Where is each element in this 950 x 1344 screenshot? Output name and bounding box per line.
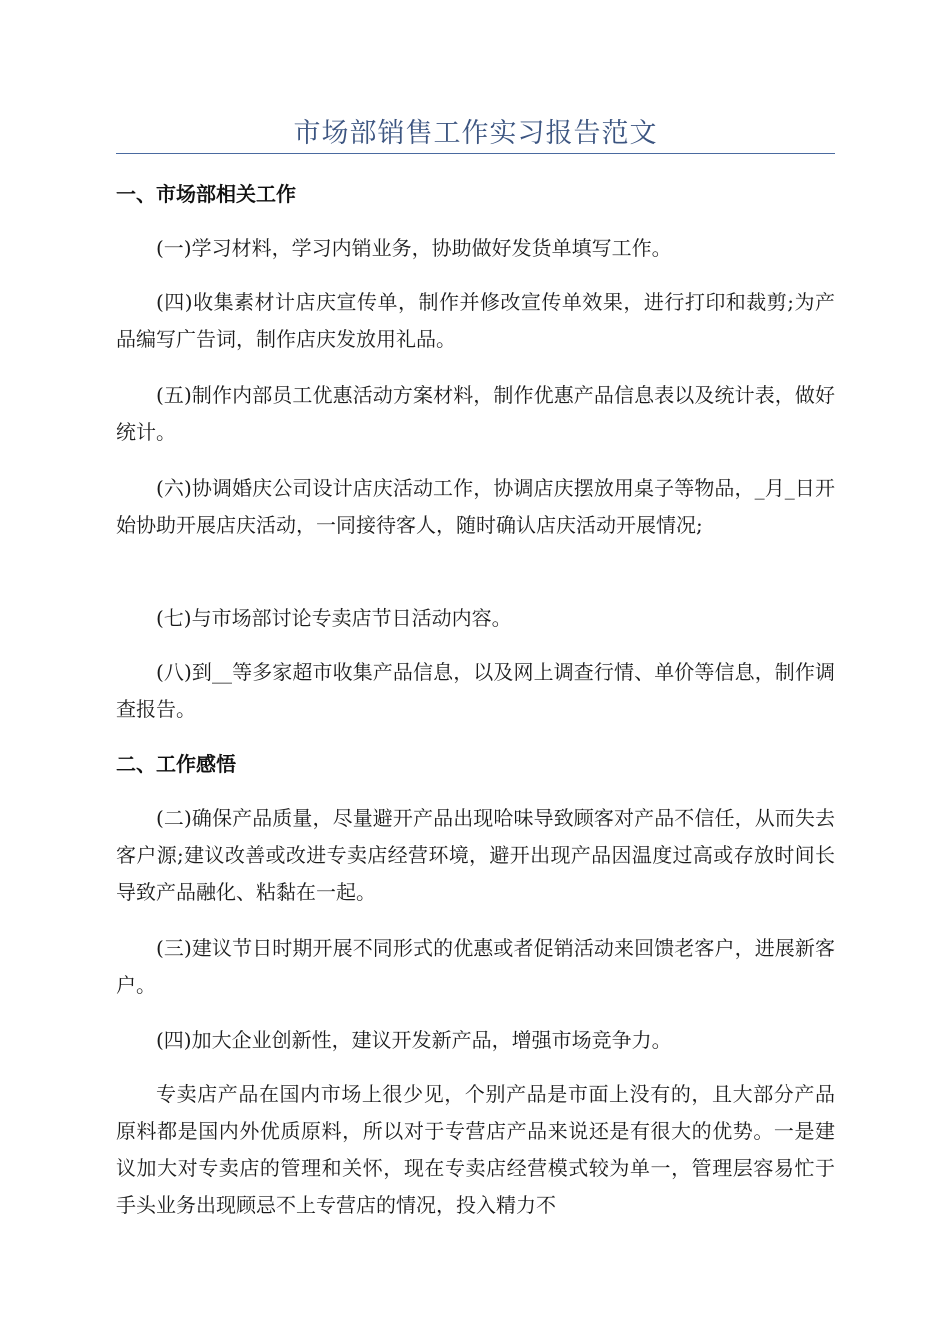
document-page xyxy=(116,0,835,1217)
paragraph: (八)到__等多家超市收集产品信息，以及网上调查行情、单价等信息，制作调查报告。 xyxy=(116,660,835,721)
section-heading-1: 一、市场部相关工作 xyxy=(116,182,296,206)
document-title: 市场部销售工作实习报告范文 xyxy=(293,118,658,149)
paragraph: (二)确保产品质量，尽量避开产品出现哈味导致顾客对产品不信任，从而失去客户源;建议改善或改进专卖店经营环境，避开出现产品因温度过高或存放时间长导致产品融化、粘黏在一起。 xyxy=(116,806,835,904)
paragraph: (一)学习材料，学习内销业务，协助做好发货单填写工作。 xyxy=(156,236,672,260)
paragraph: (五)制作内部员工优惠活动方案材料，制作优惠产品信息表以及统计表，做好统计。 xyxy=(116,383,835,444)
paragraph: (六)协调婚庆公司设计店庆活动工作，协调店庆摆放用桌子等物品，_月_日开始协助开展店庆活动，一同接待客人，随时确认店庆活动开展情况; xyxy=(116,476,835,537)
paragraph: (四)收集素材计店庆宣传单，制作并修改宣传单效果，进行打印和裁剪;为产品编写广告词，制作店庆发放用礼品。 xyxy=(116,290,835,351)
paragraph: (七)与市场部讨论专卖店节日活动内容。 xyxy=(156,606,512,630)
section-heading-2: 二、工作感悟 xyxy=(116,752,236,776)
paragraph: (三)建议节日时期开展不同形式的优惠或者促销活动来回馈老客户，进展新客户。 xyxy=(116,936,835,997)
paragraph: 专卖店产品在国内市场上很少见，个别产品是市面上没有的，且大部分产品原料都是国内外优质原料，所以对于专营店产品来说还是有很大的优势。一是建议加大对专卖店的管理和关怀，现在专卖店经营模式较为单一，管理层容易忙于手头业务出现顾忌不上专营店的情况，投入精力不 xyxy=(116,1082,835,1217)
paragraph: (四)加大企业创新性，建议开发新产品，增强市场竞争力。 xyxy=(156,1028,672,1052)
title-divider xyxy=(116,153,835,154)
